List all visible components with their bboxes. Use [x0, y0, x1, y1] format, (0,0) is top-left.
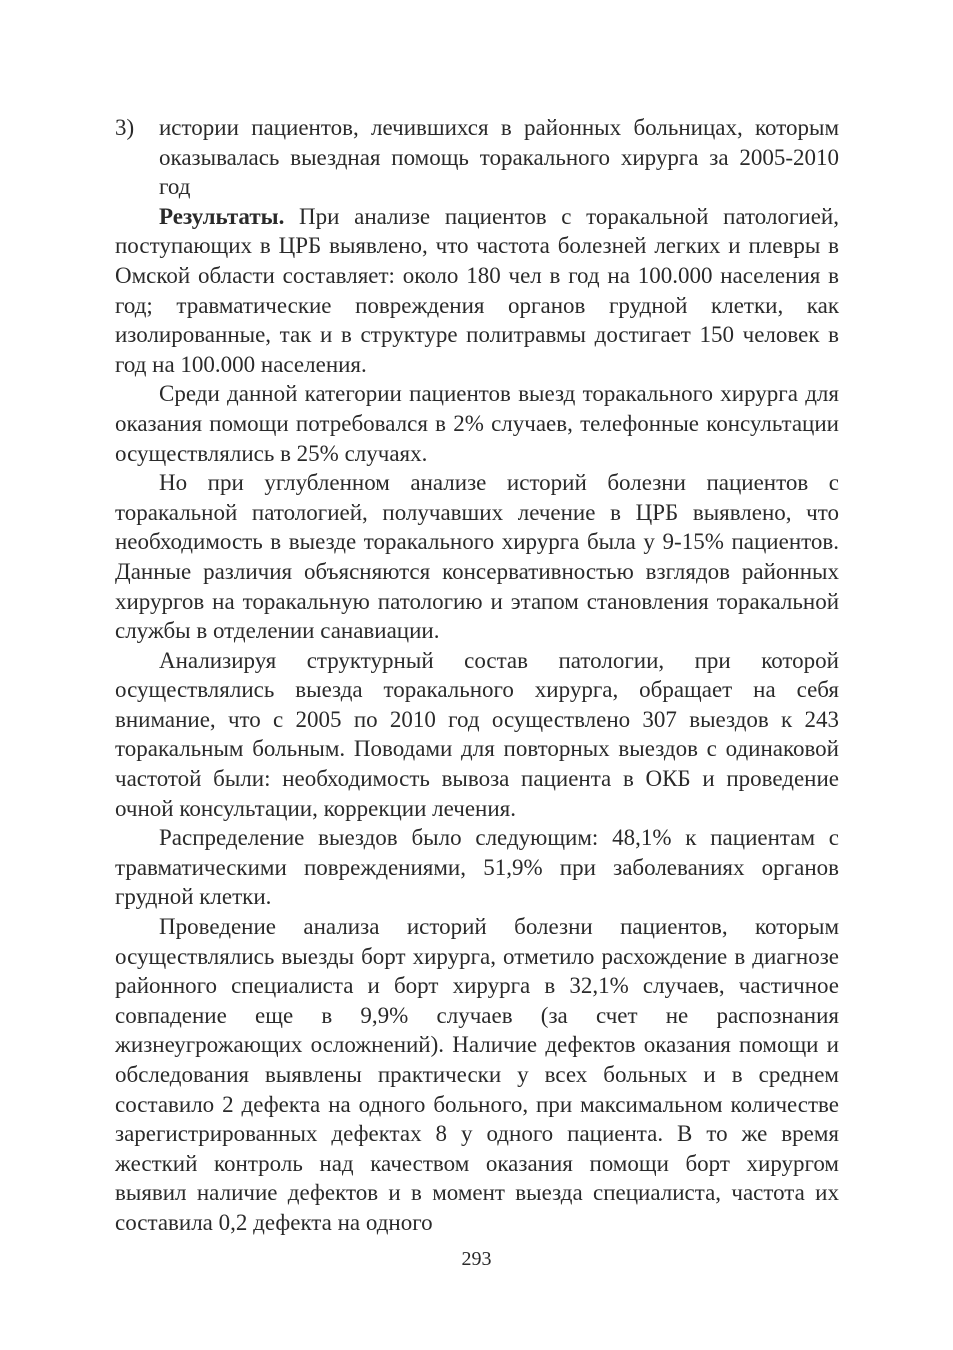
page-number: 293: [461, 1248, 492, 1270]
paragraph-text: При анализе пациентов с торакальной патологией, поступающих в ЦРБ выявлено, что частота болезней легких и плевры в Омской области составляет: около 180 чел в год на 100.000 населения в год; травматические повреждения органов грудной клетки, как изолированные, так и в структуре политравмы достигает 150 человек в год на 100.000 населения.: [115, 203, 839, 377]
paragraph: Распределение выездов было следующим: 48,1% к пациентам с травматическими повреждениями, 51,9% при заболеваниях органов грудной клетки.: [115, 825, 839, 910]
paragraph: Среди данной категории пациентов выезд торакального хирурга для оказания помощи потребовался в 2% случаев, телефонные консультации осуществлялись в 25% случаях.: [115, 381, 839, 466]
list-marker: 3): [115, 115, 135, 140]
list-item-text: истории пациентов, лечившихся в районных больницах, которым оказывалась выездная помощь торакального хирурга за 2005-2010 год: [159, 115, 839, 200]
paragraph: Проведение анализа историй болезни пациентов, которым осуществлялись выезды борт хирурга, отметило расхождение в диагнозе районного специалиста и борт хирурга в 32,1% случаев, частичное совпадение еще в 9,9% случаев (за счет не распознания жизнеугрожающих осложнений). Наличие дефектов оказания помощи и обследования выявлены практически у всех больных и в среднем составило 2 дефекта на одного больного, при максимальном количестве зарегистрированных дефектах 8 у одного пациента. В то же время жесткий контроль над качеством оказания помощи борт хирургом выявил наличие дефектов и в момент выезда специалиста, частота их составила 0,2 дефекта на одного: [115, 914, 839, 1235]
paragraph: Но при углубленном анализе историй болезни пациентов с торакальной патологией, получавших лечение в ЦРБ выявлено, что необходимость в выезде торакального хирурга была у 9-15% пациентов. Данные различия объясняются консервативностью взглядов районных хирургов на торакальную патологию и этапом становления торакальной службы в отделении санавиации.: [115, 470, 839, 644]
paragraph: Анализируя структурный состав патологии, при которой осуществлялись выезда торакального хирурга, обращает на себя внимание, что с 2005 по 2010 год осуществлено 307 выездов к 243 торакальным больным. Поводами для повторных выездов с одинаковой частотой были: необходимость вывоза пациента в ОКБ и проведение очной консультации, коррекции лечения.: [115, 647, 839, 821]
body-text: [115, 113, 839, 1238]
results-heading: Результаты.: [159, 203, 285, 229]
list-item: [115, 113, 839, 202]
paragraph-results: [115, 202, 839, 380]
